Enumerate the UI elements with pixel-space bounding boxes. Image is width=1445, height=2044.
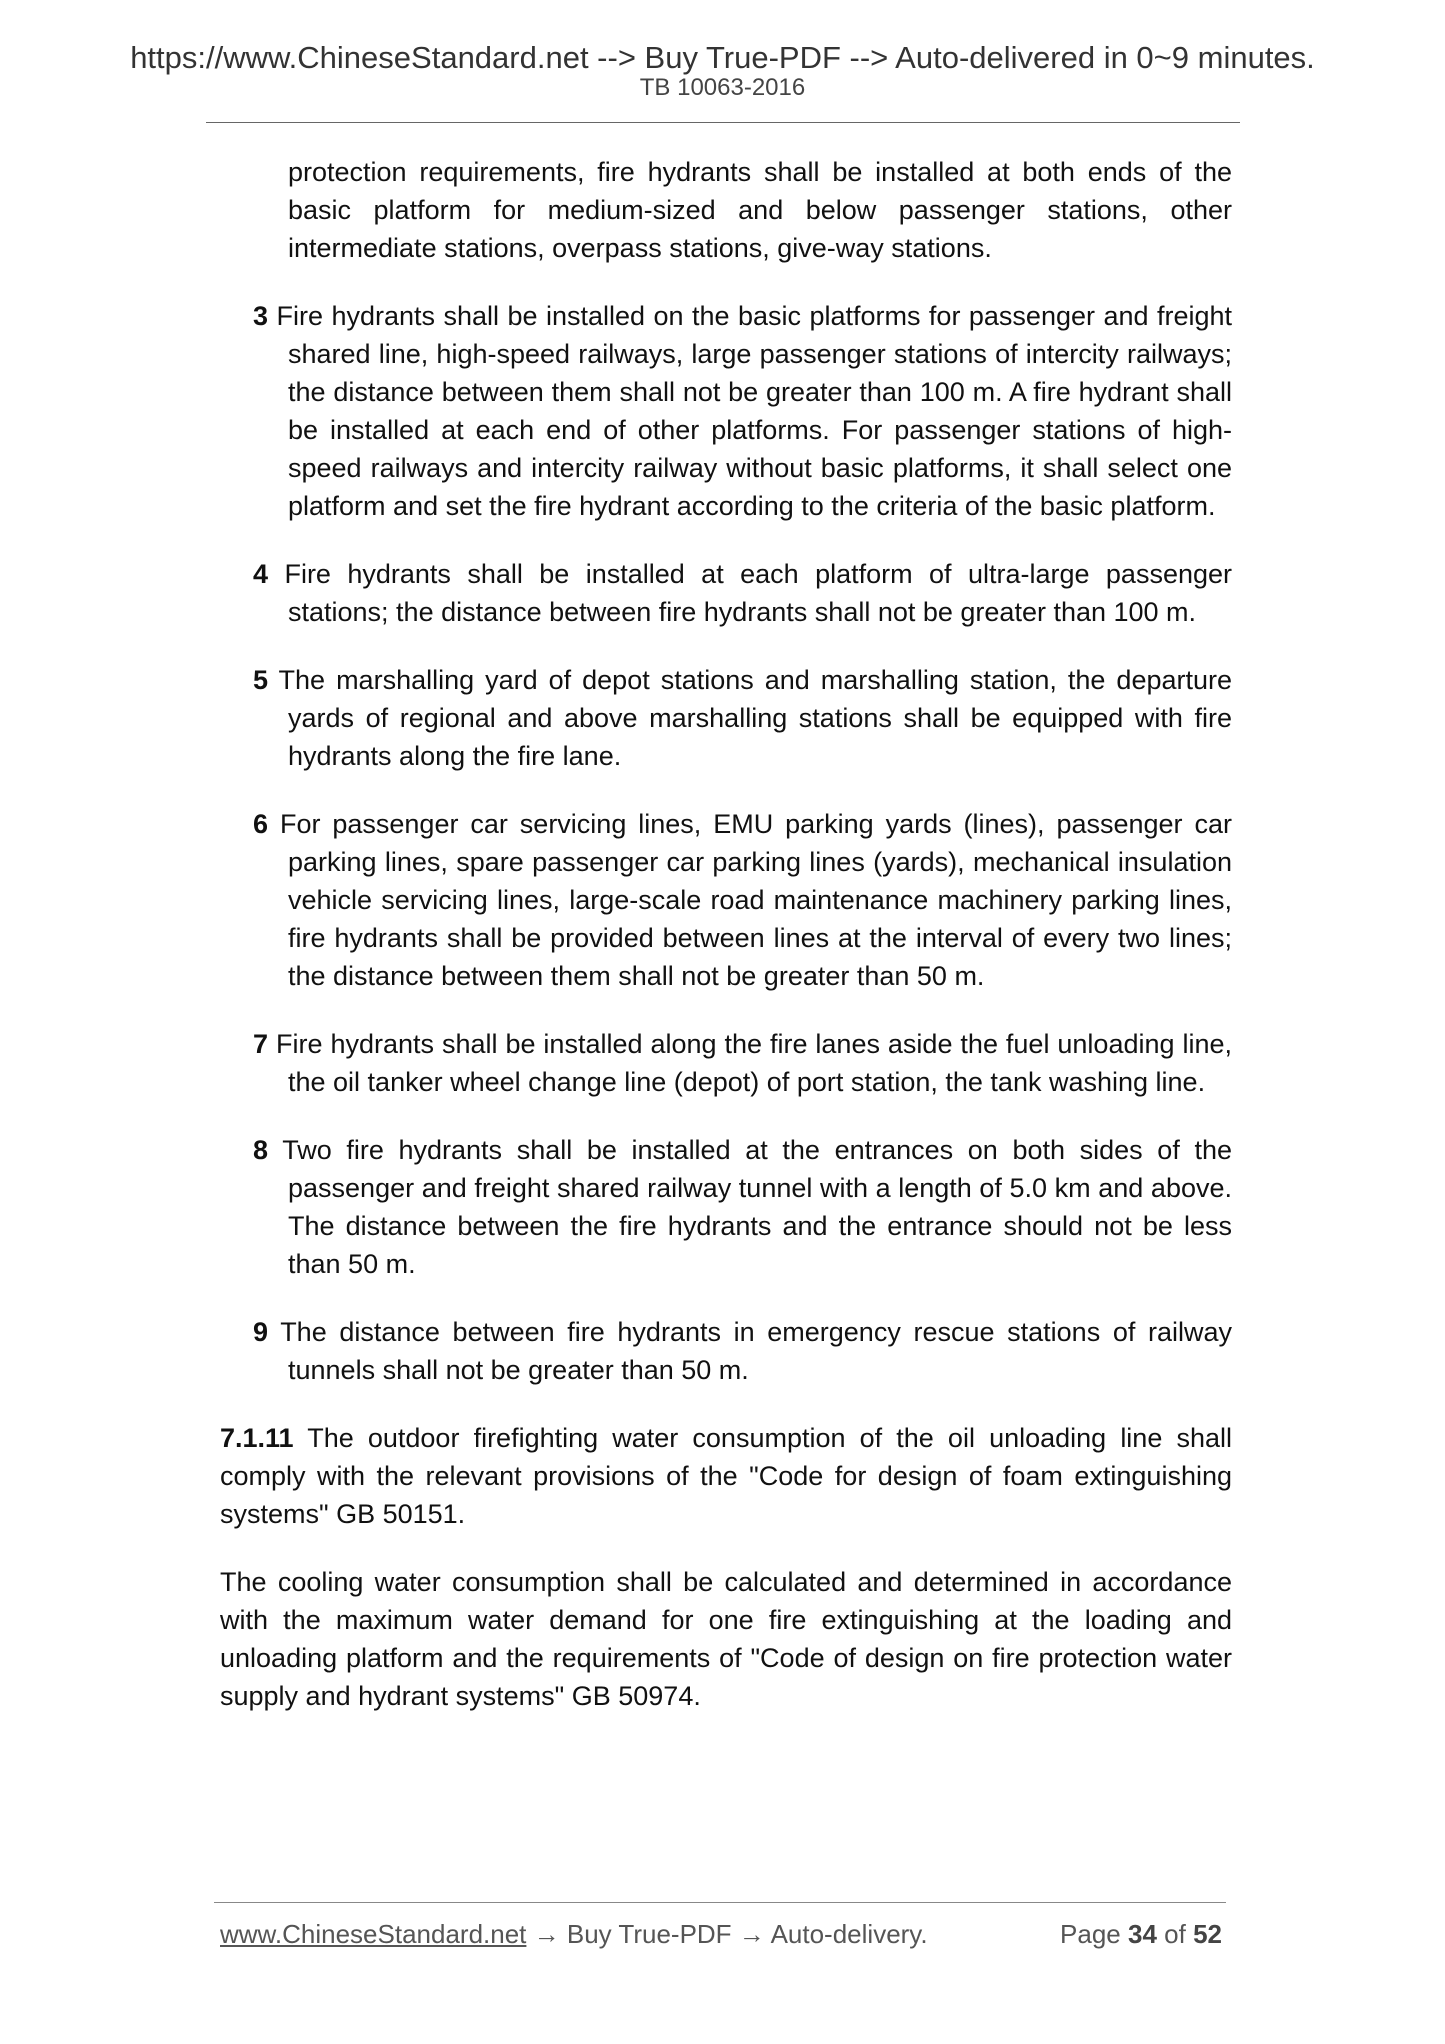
of-label: of xyxy=(1164,1919,1186,1949)
clause-paragraph xyxy=(220,1419,1232,1533)
clause-number: 7.1.11 xyxy=(220,1423,294,1453)
closing-paragraph: The cooling water consumption shall be calculated and determined in accordance with the maximum water demand for one fire extinguishing at the loading and unloading platform and the requirements of "Code of design on fire protection water supply and hydrant systems" GB 50974. xyxy=(220,1567,1232,1711)
page-total: 52 xyxy=(1193,1919,1222,1949)
page-label: Page xyxy=(1060,1919,1121,1949)
page-footer xyxy=(220,1918,1232,1950)
item-number: 5 xyxy=(253,665,269,695)
item-text: Two fire hydrants shall be installed at the entrances on both sides of the passenger and freight shared railway tunnel with a length of 5.0 km and above. The distance between the fire hydrants and the entrance should not be less than 50 m. xyxy=(282,1135,1232,1279)
footer-tagline: → Buy True-PDF → Auto-delivery. xyxy=(526,1919,928,1949)
item-number: 3 xyxy=(253,301,269,331)
item-text: Fire hydrants shall be installed along the fire lanes aside the fuel unloading line, the oil tanker wheel change line (depot) of port station, the tank washing line. xyxy=(276,1029,1232,1097)
item-text: Fire hydrants shall be installed at each platform of ultra-large passenger stations; the distance between fire hydrants shall not be greater than 100 m. xyxy=(284,559,1232,627)
item-text: The marshalling yard of depot stations and marshalling station, the departure yards of regional and above marshalling stations shall be equipped with fire hydrants along the fire lane. xyxy=(278,665,1233,771)
top-banner[interactable]: https://www.ChineseStandard.net --> Buy True-PDF --> Auto-delivered in 0~9 minutes. xyxy=(130,40,1315,75)
header-divider xyxy=(206,122,1240,123)
document-body xyxy=(220,153,1232,1715)
footer-divider xyxy=(214,1902,1226,1903)
clause-text: The outdoor firefighting water consumption of the oil unloading line shall comply with the relevant provisions of the "Code for design of foam extinguishing systems" GB 50151. xyxy=(220,1423,1232,1529)
item-number: 8 xyxy=(253,1135,269,1165)
item-number: 9 xyxy=(253,1317,269,1347)
continuation-paragraph: protection requirements, fire hydrants shall be installed at both ends of the basic platform for medium-sized and below passenger stations, other intermediate stations, overpass stations, give-way stations. xyxy=(288,157,1232,263)
list-item xyxy=(253,555,1232,631)
item-text: For passenger car servicing lines, EMU parking yards (lines), passenger car parking lines, spare passenger car parking lines (yards), mechanical insulation vehicle servicing lines, large-scale road maintenance machinery parking lines, fire hydrants shall be provided between lines at the interval of every two lines; the distance between them shall not be greater than 50 m. xyxy=(279,809,1232,991)
document-code: TB 10063-2016 xyxy=(639,74,806,101)
list-item xyxy=(253,1025,1232,1101)
list-item xyxy=(253,1131,1232,1283)
item-number: 4 xyxy=(253,559,269,589)
list-item xyxy=(253,805,1232,995)
page-number: 34 xyxy=(1128,1919,1157,1949)
footer-site-link[interactable]: www.ChineseStandard.net xyxy=(220,1919,527,1949)
item-text: The distance between fire hydrants in emergency rescue stations of railway tunnels shall not be greater than 50 m. xyxy=(280,1317,1233,1385)
list-item xyxy=(253,297,1232,525)
list-item xyxy=(253,661,1232,775)
page-indicator xyxy=(1060,1918,1222,1950)
item-number: 6 xyxy=(253,809,269,839)
item-text: Fire hydrants shall be installed on the basic platforms for passenger and freight shared line, high-speed railways, large passenger stations of intercity railways; the distance between them shall not be greater than 100 m. A fire hydrant shall be installed at each end of other platforms. For passenger stations of high-speed railways and intercity railway without basic platforms, it shall select one platform and set the fire hydrant according to the criteria of the basic platform. xyxy=(276,301,1232,521)
list-item xyxy=(253,1313,1232,1389)
item-number: 7 xyxy=(253,1029,269,1059)
footer-promo xyxy=(220,1918,928,1950)
